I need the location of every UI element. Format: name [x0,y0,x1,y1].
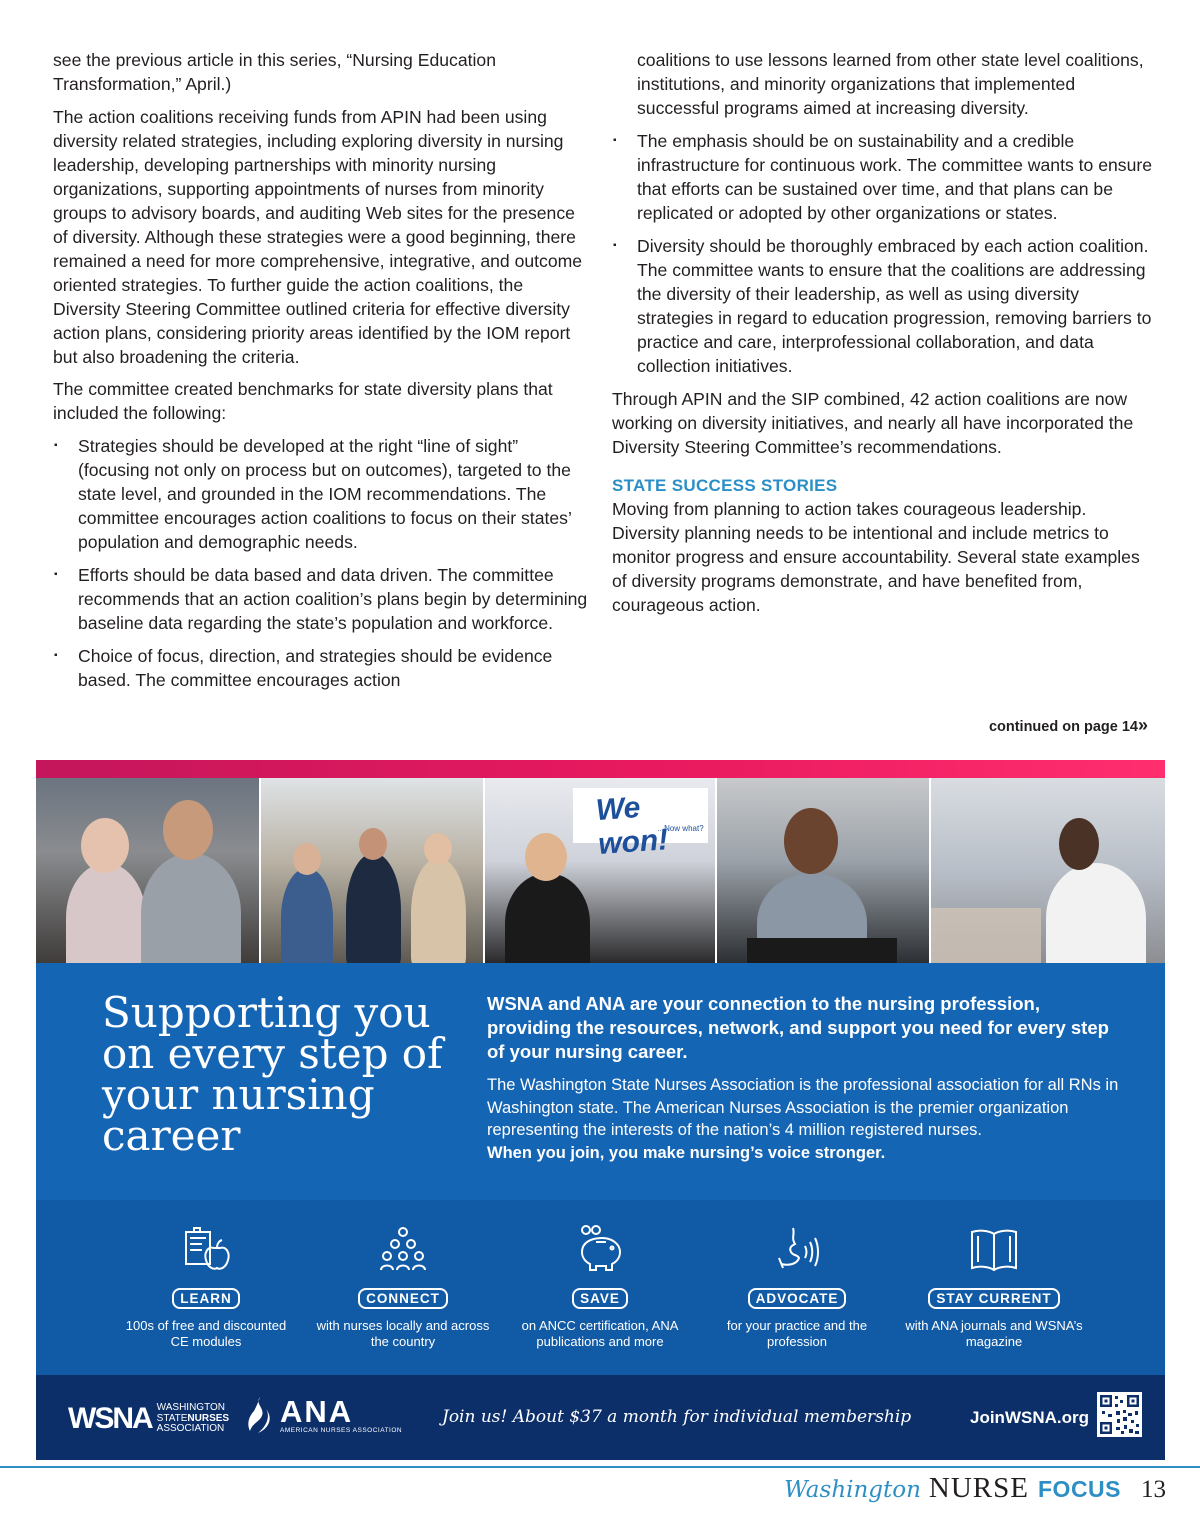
wsna-line: WASHINGTON [156,1402,225,1414]
continued-note [989,715,1148,736]
benefit-connect [313,1220,493,1350]
benefit-learn [116,1220,296,1350]
wsna-line-a: STATE [156,1412,188,1424]
folio-nurse: NURSE [928,1472,1029,1504]
benefit-label: LEARN [172,1288,240,1309]
ad-body [487,1074,1127,1164]
ad-gradient-bar [36,760,1165,778]
benefit-label: STAY CURRENT [928,1288,1059,1309]
benefit-desc: for your practice and the profession [726,1318,868,1349]
benefit-label: ADVOCATE [748,1288,847,1309]
sign-text: We won! [595,791,670,862]
wsna-logo-wordmark [157,1403,229,1435]
open-book-icon [968,1224,1020,1276]
article-column-right [612,48,1152,626]
continued-text: continued on page 14 [988,719,1138,735]
speaking-head-icon [771,1224,823,1276]
list-item: coalitions to use lessons learned from other state level coalitions, institutions, and minority organizations that implemented successful programs aimed at increasing diversity. [637,50,1144,118]
benefit-label: SAVE [572,1288,628,1309]
paragraph: Moving from planning to action takes courageous leadership. Diversity planning needs to be intentional and include metrics to monitor progress and ensure accountability. Several state examples of diversity programs demonstrate, and have benefited from, courageous action. [612,499,1140,615]
folio-focus: FOCUS [1038,1476,1121,1502]
people-network-icon [377,1224,429,1276]
list-item: ▪ Diversity should be thoroughly embraced by each action coalition. The committee wants to ensure that the coalitions are addressing the diversity of their leadership, as well as using diversity strategies in regard to education progression, removing barriers to practice and care, interprofessional collaboration, and data collection initiatives. [612,234,1152,378]
paragraph: see the previous article in this series, “Nursing Education Transformation,” April.) [53,50,496,94]
photo-nurse-podium [717,778,931,963]
paragraph: The committee created benchmarks for state diversity plans that included the following: [53,379,553,423]
membership-ad [36,760,1165,1460]
benchmark-list [53,434,588,692]
list-item: ▪ Efforts should be data based and data driven. The committee recommends that an action coalition’s plans begin by determining baseline data regarding the state’s population and workforce. [53,563,588,635]
page-rule [0,1466,1200,1468]
benefit-save [510,1220,690,1350]
sign-subtext: ...Now what? [657,824,704,833]
ad-lead: WSNA and ANA are your connection to the nursing profession, providing the resources, network, and support you need for every step of your nursing career. [487,993,1109,1062]
wsna-logo [68,1402,229,1436]
benefit-desc: with nurses locally and across the country [316,1318,490,1349]
benefit-stay-current [904,1220,1084,1350]
book-apple-icon [180,1224,232,1276]
join-url-link[interactable]: JoinWSNA.org [970,1408,1089,1427]
ana-logo [242,1395,402,1435]
photo-speaker [485,778,716,963]
wsna-line: ASSOCIATION [156,1423,225,1435]
list-item: ▪ The emphasis should be on sustainability and a credible infrastructure for continuous work. The committee wants to ensure that efforts can be sustained over time, and that plans can be replicated or adopted by other organizations or states. [612,129,1152,225]
section-heading: STATE SUCCESS STORIES [612,476,838,495]
photo-strip [36,778,1165,963]
photo-audience-speaker [931,778,1165,963]
benefit-advocate [707,1220,887,1350]
benefit-desc: 100s of free and discounted CE modules [125,1318,287,1349]
article [53,48,1153,748]
benefit-desc: with ANA journals and WSNA’s magazine [905,1318,1083,1349]
paragraph: Through APIN and the SIP combined, 42 action coalitions are now working on diversity initiatives, and nearly all have incorporated the Diversity Steering Committee’s recommendations. [612,389,1134,457]
folio-washington: Washington [784,1477,921,1503]
ana-logo-mark: ANA [280,1393,354,1429]
benefit-desc: on ANCC certification, ANA publications and more [521,1318,679,1349]
wsna-line-b: NURSES [187,1412,230,1424]
ana-logo-subtitle: AMERICAN NURSES ASSOCIATION [280,1426,403,1434]
list-item: ▪ Strategies should be developed at the right “line of sight” (focusing not only on process but on outcomes), targeted to the state level, and grounded in the IOM recommendations. The committee encourages action coalitions to focus on their states’ population and demographic needs. [53,434,588,554]
article-column-left [53,48,588,701]
join-text: Join us! About $37 a month for individual membership [442,1407,912,1427]
ad-footer [36,1375,1165,1460]
benefits-row [36,1200,1165,1375]
paragraph: The action coalitions receiving funds from APIN had been using diversity related strategies, including exploring diversity in nursing leadership, developing partnerships with minority nursing organizations, supporting appointments of nurses from minority groups to advisory boards, and auditing Web sites for the presence of diversity. Although these strategies were a good beginning, there remained a need for more comprehensive, integrative, and outcome oriented strategies. To further guide the action coalitions, the Diversity Steering Committee outlined criteria for effective diversity action plans, considering priority areas identified by the IOM report but also broadening the criteria. [53,106,583,367]
page-number: 13 [1141,1476,1166,1503]
ana-flame-icon [242,1395,276,1435]
photo-walking [261,778,485,963]
ad-body-strong: When you join, you make nursing’s voice stronger. [487,1143,886,1162]
page-folio [784,1472,1166,1505]
piggy-bank-icon [574,1224,626,1276]
list-item: ▪ Choice of focus, direction, and strategies should be evidence based. The committee encourages action [53,644,588,692]
ad-body-text: The Washington State Nurses Association is the professional association for all RNs in Washington state. The American Nurses Association is the premier organization representing the interests of the nation’s 4 million registered nurses. [487,1076,1119,1139]
wsna-logo-mark: WSNA [68,1402,152,1435]
photo-award [36,778,261,963]
benefit-label: CONNECT [358,1288,448,1309]
benchmark-list-continued [612,48,1152,378]
double-chevron-right-icon: » [1137,715,1148,735]
ad-headline: Supporting you on every step of your nursing career [102,988,443,1160]
qr-code-icon[interactable] [1097,1392,1142,1437]
